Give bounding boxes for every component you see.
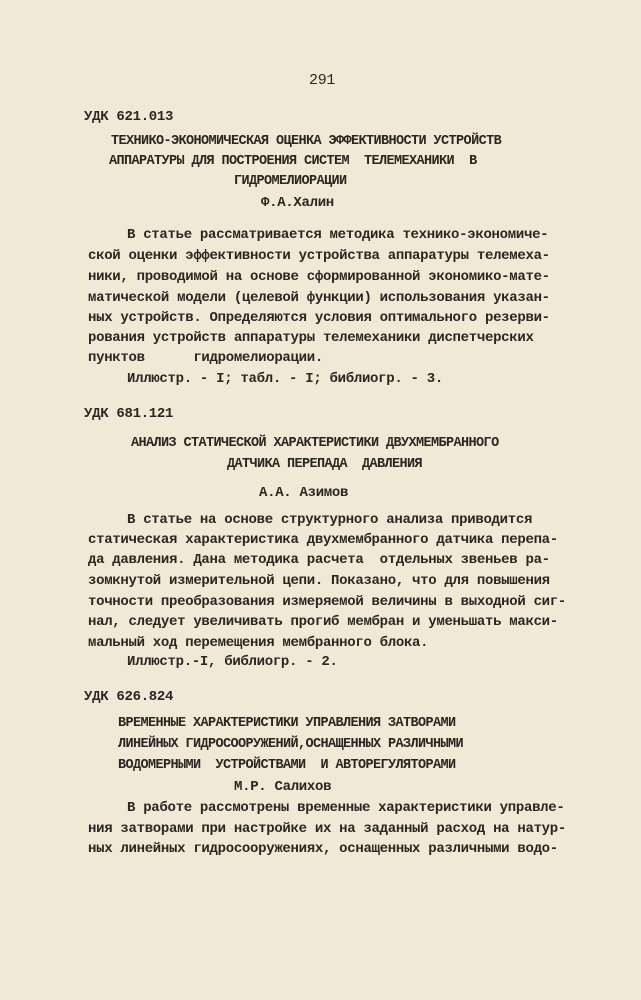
abstract-line: ской оценки эффективности устройства аппаратуры телемеха- [88,248,550,264]
abstract-line: матической модели (целевой функции) использования указан- [88,290,550,306]
abstract-line: зомкнутой измерительной цепи. Показано, что для повышения [88,573,550,589]
abstract-line: мальный ход перемещения мембранного блока. [88,635,429,651]
article-title-line: АНАЛИЗ СТАТИЧЕСКОЙ ХАРАКТЕРИСТИКИ ДВУХМЕМБРАННОГО [131,436,499,451]
abstract-line: ных линейных гидросооружениях, оснащенных различными водо- [88,841,558,857]
article-author: Ф.А.Халин [261,195,334,211]
abstract-line: да давления. Дана методика расчета отдельных звеньев ра- [88,552,550,568]
abstract-line: нал, следует увеличивать прогиб мембран и уменьшать макси- [88,614,558,630]
article-references: Иллюстр.-I, библиогр. - 2. [127,654,338,670]
abstract-line: ния затворами при настройке их на заданный расход на натур- [88,821,566,837]
abstract-line: точности преобразования измеряемой величины в выходной сиг- [88,594,566,610]
article-title-line: ВОДОМЕРНЫМИ УСТРОЙСТВАМИ И АВТОРЕГУЛЯТОРАМИ [118,758,456,773]
udc-code: УДК 681.121 [84,406,174,422]
abstract-line: ных устройств. Определяются условия оптимального резерви- [88,310,550,326]
article-author: М.Р. Салихов [234,779,332,795]
abstract-line: пунктов гидромелиорации. [88,350,323,366]
article-title-line: ДАТЧИКА ПЕРЕПАДА ДАВЛЕНИЯ [227,457,423,472]
abstract-line: В статье рассматривается методика технико-экономиче- [127,227,549,243]
article-title-line: ЛИНЕЙНЫХ ГИДРОСООРУЖЕНИЙ,ОСНАЩЕННЫХ РАЗЛИЧНЫМИ [118,737,464,752]
abstract-line: рования устройств аппаратуры телемеханики диспетчерских [88,330,534,346]
article-title-line: ГИДРОМЕЛИОРАЦИИ [234,174,347,189]
article-title-line: ТЕХНИКО-ЭКОНОМИЧЕСКАЯ ОЦЕНКА ЭФФЕКТИВНОСТИ УСТРОЙСТВ [111,134,502,149]
abstract-line: ники, проводимой на основе сформированной экономико-мате- [88,269,550,285]
article-author: А.А. Азимов [259,485,349,501]
abstract-line: статическая характеристика двухмембранного датчика перепа- [88,532,558,548]
abstract-line: В статье на основе структурного анализа приводится [127,512,533,528]
article-references: Иллюстр. - I; табл. - I; библиогр. - 3. [127,371,443,387]
article-title-line: ВРЕМЕННЫЕ ХАРАКТЕРИСТИКИ УПРАВЛЕНИЯ ЗАТВОРАМИ [118,716,456,731]
udc-code: УДК 621.013 [84,109,174,125]
abstract-line: В работе рассмотрены временные характеристики управле- [127,800,565,816]
page-number: 291 [309,72,336,89]
udc-code: УДК 626.824 [84,689,174,705]
article-title-line: АППАРАТУРЫ ДЛЯ ПОСТРОЕНИЯ СИСТЕМ ТЕЛЕМЕХАНИКИ В [109,154,477,169]
